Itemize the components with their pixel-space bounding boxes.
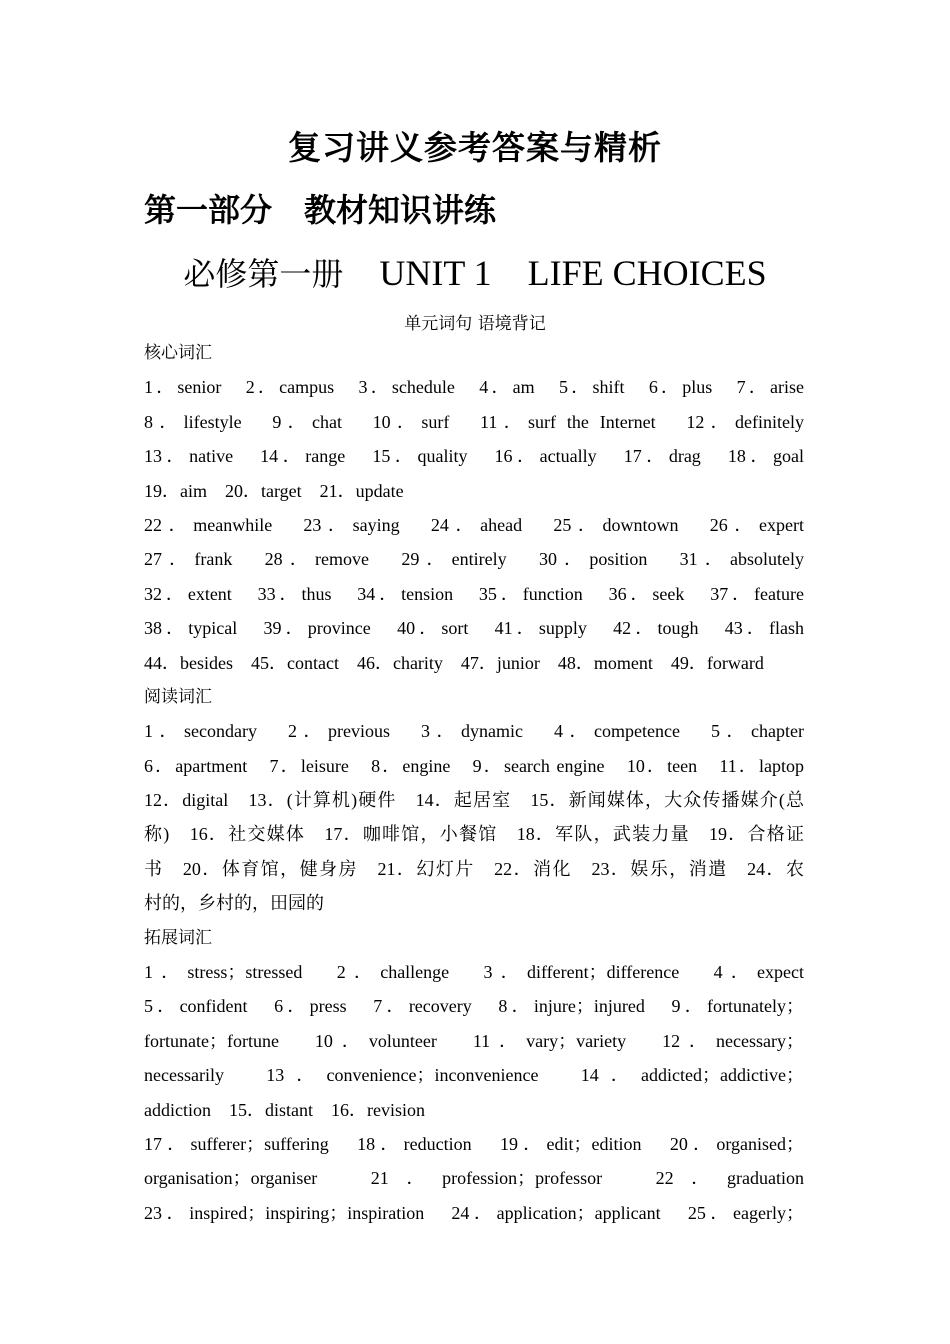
answer-line: 23．inspired；inspiring；inspiration 24．application；applicant 25．eagerly；: [144, 1202, 804, 1223]
vocabulary-content: [144, 336, 804, 1230]
answer-line: 村的，乡村的，田园的: [144, 893, 324, 914]
unit-heading: [0, 245, 950, 296]
section-heading: 拓展词汇: [144, 927, 212, 948]
section-subheading: 单元词句 语境背记: [404, 314, 546, 334]
section-heading: 核心词汇: [144, 343, 212, 363]
document-title: 复习讲义参考答案与精析: [288, 128, 662, 167]
answer-line: 1．senior 2．campus 3．schedule 4．am 5．shift 6．plus 7．arise: [144, 377, 804, 398]
answer-line: 5．confident 6．press 7．recovery 8．injure；injured 9．fortunately；: [144, 996, 804, 1017]
answer-line: 27．frank 28．remove 29．entirely 30．position 31．absolutely: [144, 549, 804, 570]
answer-line: necessarily 13．convenience；inconvenience 14．addicted；addictive；: [144, 1065, 804, 1086]
answer-line: 6．apartment 7．leisure 8．engine 9．search engine 10．teen 11．laptop: [144, 755, 804, 776]
answer-line: 22．meanwhile 23．saying 24．ahead 25．downtown 26．expert: [144, 514, 804, 535]
unit-title: UNIT 1 LIFE CHOICES: [343, 253, 767, 293]
answer-line: 书 20．体育馆，健身房 21．幻灯片 22．消化 23．娱乐，消遣 24．农: [144, 858, 804, 879]
answer-line: 13．native 14．range 15．quality 16．actually 17．drag 18．goal: [144, 446, 804, 467]
answer-line: 8．lifestyle 9．chat 10．surf 11．surf the Internet 12．definitely: [144, 411, 804, 432]
answer-line: 1．secondary 2．previous 3．dynamic 4．competence 5．chapter: [144, 721, 804, 742]
answer-line: 称) 16．社交媒体 17．咖啡馆，小餐馆 18．军队，武装力量 19．合格证: [144, 824, 804, 845]
answer-line: 44．besides 45．contact 46．charity 47．junior 48．moment 49．forward: [144, 652, 764, 673]
answer-line: 19．aim 20．target 21．update: [144, 480, 404, 501]
answer-line: 17．sufferer；suffering 18．reduction 19．edit；edition 20．organised；: [144, 1133, 804, 1154]
section-heading: 阅读词汇: [144, 686, 212, 707]
answer-line: 12．digital 13．(计算机)硬件 14．起居室 15．新闻媒体，大众传播媒介(总: [144, 790, 804, 811]
answer-line: 1．stress；stressed 2．challenge 3．different；difference 4．expect: [144, 962, 804, 983]
unit-book-label: 必修第一册: [183, 255, 344, 293]
answer-line: organisation；organiser 21．profession；professor 22．graduation: [144, 1168, 804, 1189]
answer-line: 32．extent 33．thus 34．tension 35．function 36．seek 37．feature: [144, 583, 804, 604]
answer-line: 38．typical 39．province 40．sort 41．supply 42．tough 43．flash: [144, 618, 804, 639]
answer-line: fortunate；fortune 10．volunteer 11．vary；variety 12．necessary；: [144, 1030, 805, 1051]
answer-line: addiction 15．distant 16．revision: [144, 1099, 425, 1120]
part-heading: 第一部分 教材知识讲练: [144, 191, 497, 229]
